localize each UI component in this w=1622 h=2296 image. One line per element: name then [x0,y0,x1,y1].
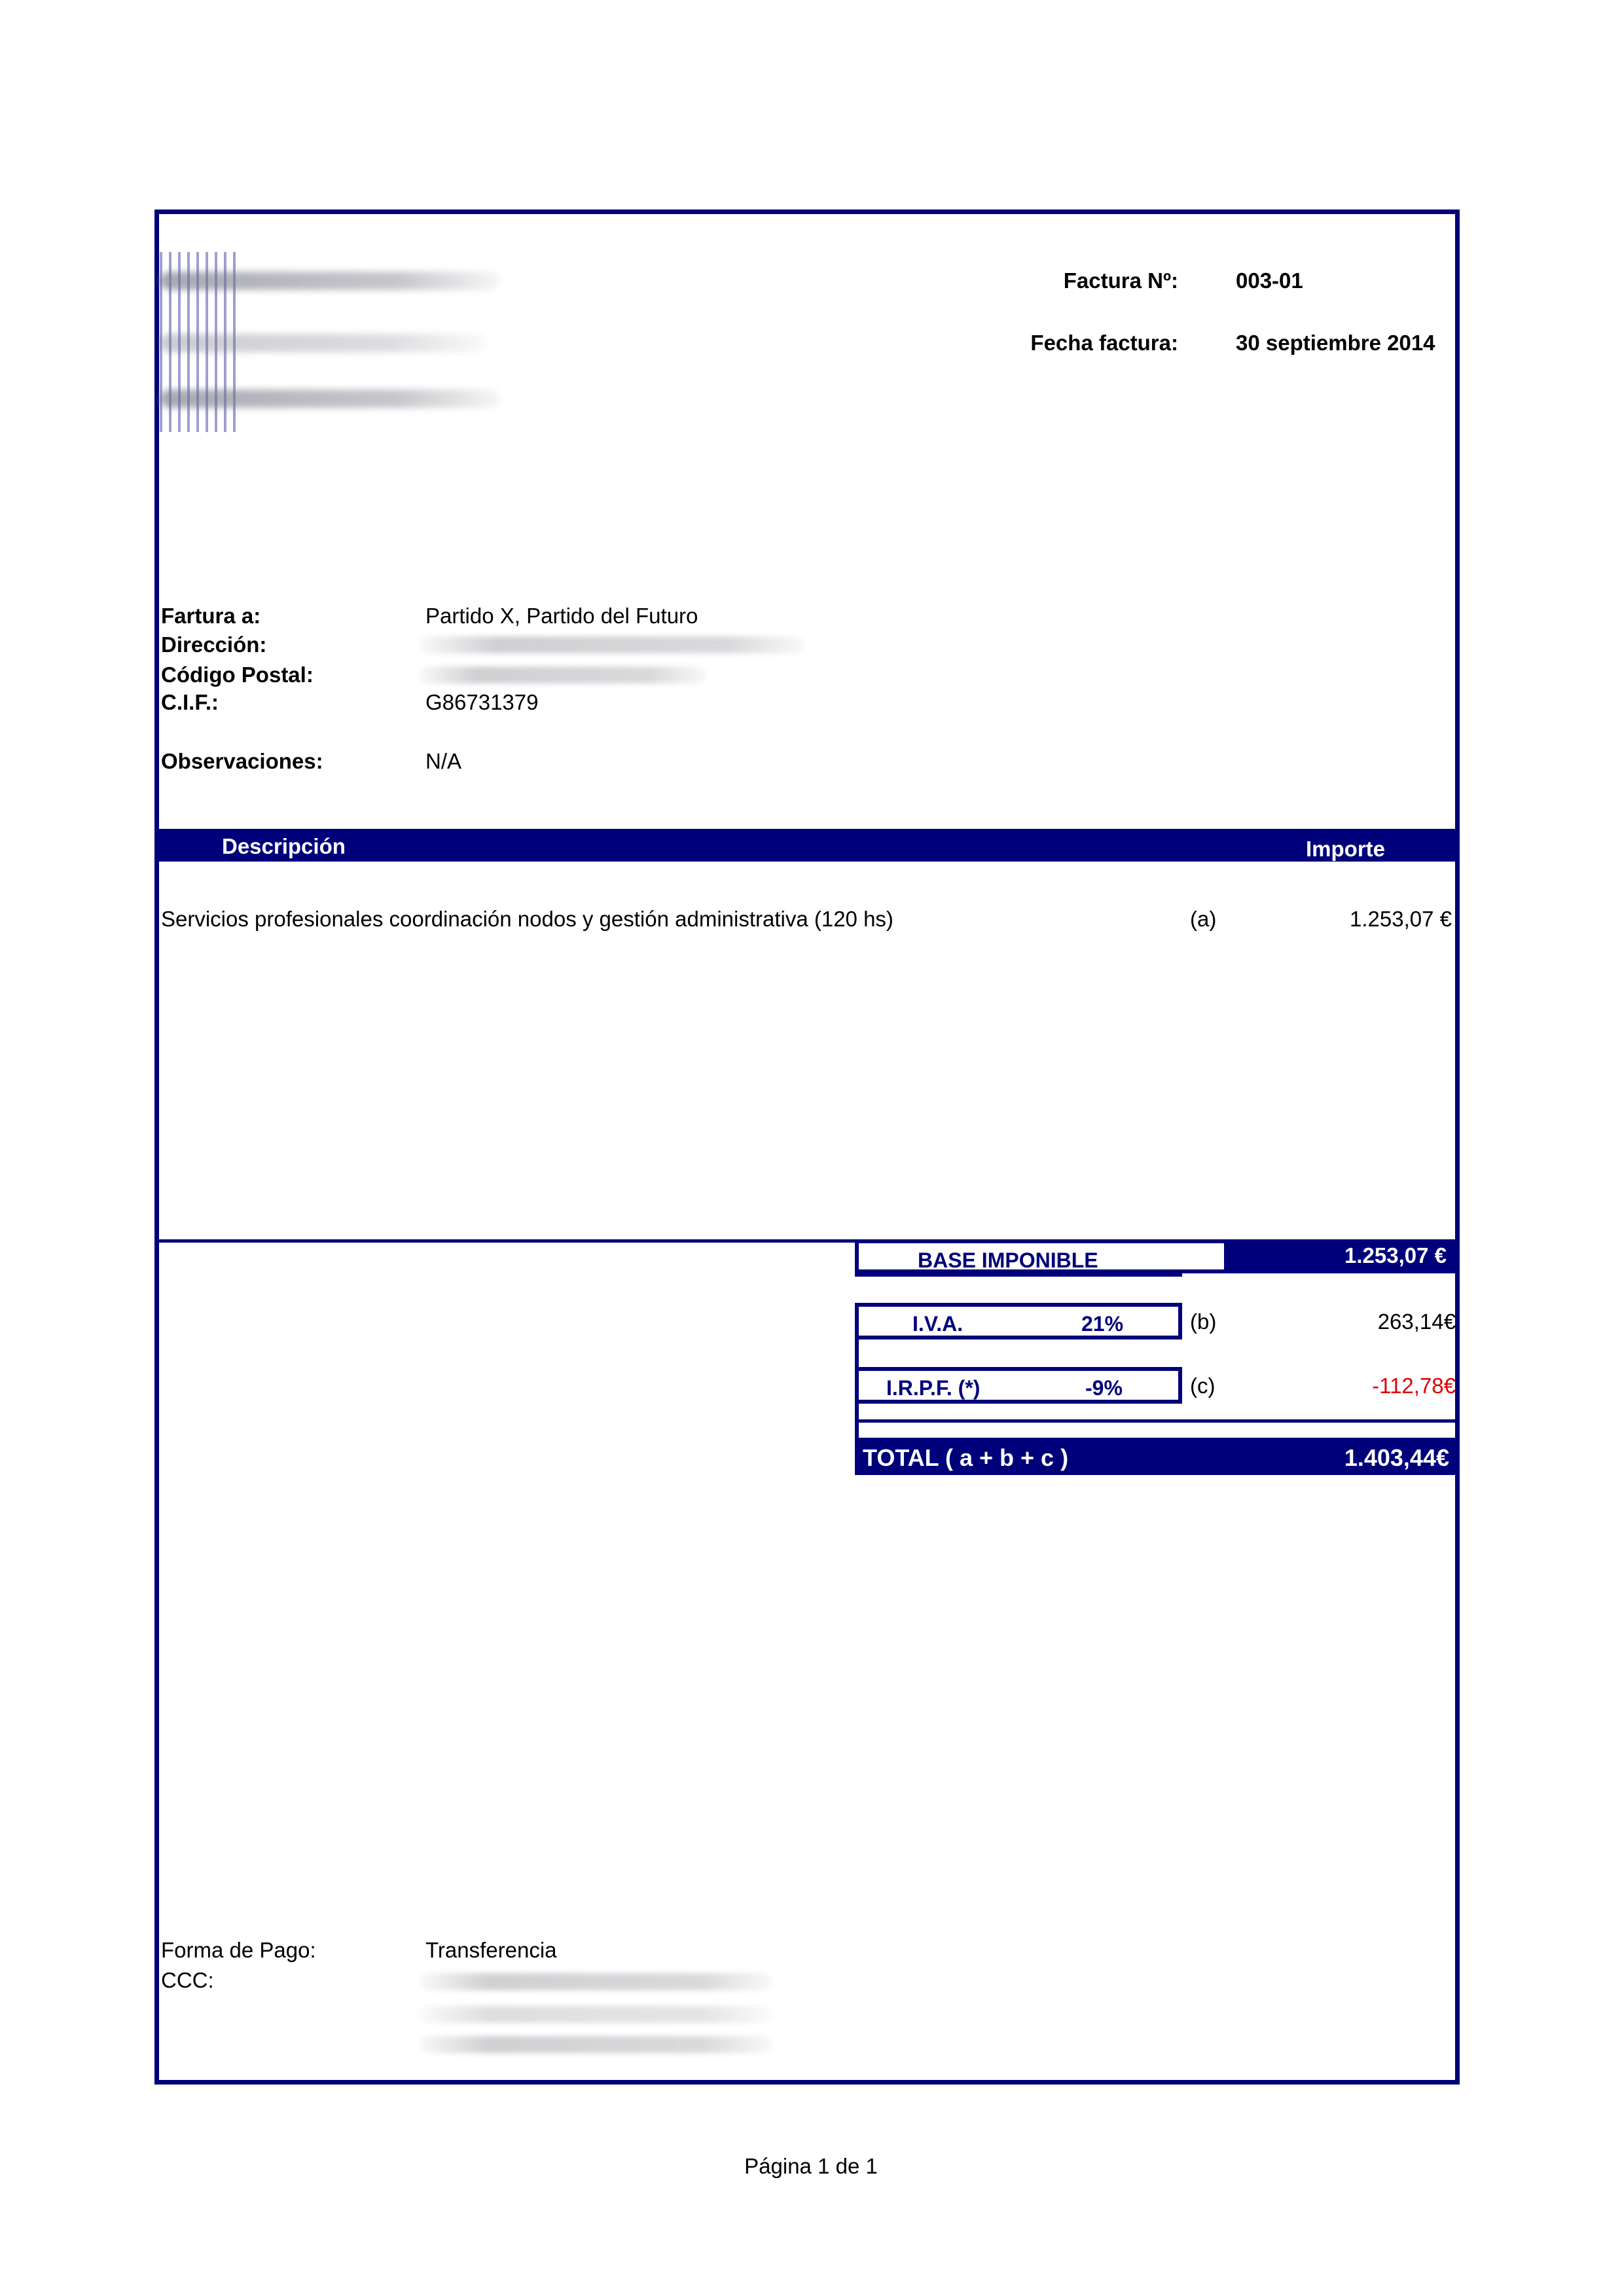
address-redacted [419,636,805,653]
irpf-rate: -9% [1085,1376,1123,1400]
invoice-date-value: 30 septiembre 2014 [1236,331,1435,355]
iva-value: 263,14€ [1377,1309,1456,1334]
ccc-redacted-line-2 [419,2006,772,2023]
cif-value: G86731379 [425,690,539,714]
invoice-number-value: 003-01 [1236,268,1303,293]
total-value: 1.403,44€ [1344,1444,1449,1471]
total-label: TOTAL ( a + b + c ) [863,1444,1069,1471]
payment-method-value: Transferencia [425,1938,557,1962]
postal-code-label: Código Postal: [161,663,314,687]
invoice-number-label: Factura Nº: [1063,268,1178,293]
section-divider [159,1239,859,1243]
invoice-date-label: Fecha factura: [1030,331,1178,355]
billto-value: Partido X, Partido del Futuro [425,604,698,628]
cif-label: C.I.F.: [161,690,219,714]
address-label: Dirección: [161,632,267,657]
base-value-band [1228,1239,1456,1273]
table-header-band [159,829,1455,862]
invoice-frame [154,210,1460,2085]
billto-label: Fartura a: [161,604,261,628]
row-description: Servicios profesionales coordinación nodos y gestión administrativa (120 hs) [161,907,893,931]
base-value: 1.253,07 € [1344,1243,1447,1267]
col-description-header: Descripción [222,834,346,858]
iva-label: I.V.A. [912,1312,964,1336]
total-top-border [855,1419,1456,1423]
col-amount-header: Importe [1306,837,1386,861]
irpf-value: -112,78€ [1372,1374,1456,1398]
irpf-ref: (c) [1190,1374,1216,1398]
total-band [855,1438,1456,1475]
ccc-redacted-line-3 [419,2036,772,2053]
ccc-label: CCC: [161,1968,214,1992]
page-number: Página 1 de 1 [744,2154,878,2178]
ccc-redacted-line-1 [419,1973,772,1990]
row-ref: (a) [1190,907,1217,931]
payment-method-label: Forma de Pago: [161,1938,316,1962]
base-label-box [855,1239,1228,1273]
notes-value: N/A [425,749,462,773]
row-amount: 1.253,07 € [1350,907,1452,931]
iva-rate: 21% [1081,1312,1124,1336]
iva-box [855,1303,1182,1339]
postal-code-redacted [419,666,707,683]
irpf-box [855,1367,1182,1404]
company-logo [160,252,500,432]
base-label: BASE IMPONIBLE [918,1248,1098,1272]
notes-label: Observaciones: [161,749,323,773]
iva-ref: (b) [1190,1309,1217,1334]
irpf-label: I.R.P.F. (*) [886,1376,981,1400]
